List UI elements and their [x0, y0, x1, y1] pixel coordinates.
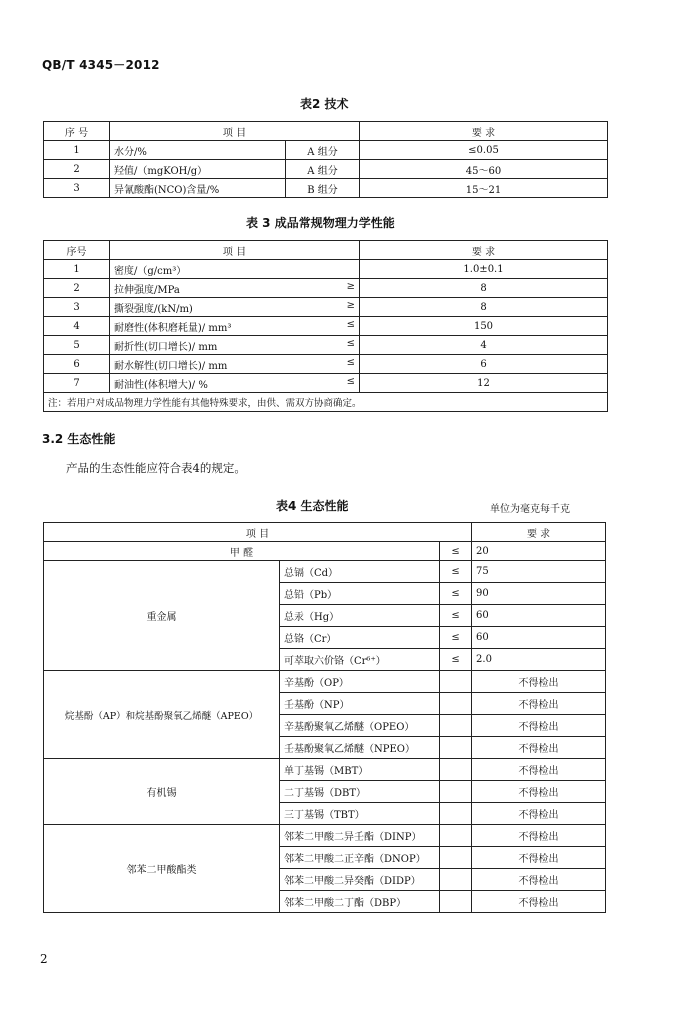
table4-header-row: [44, 523, 606, 542]
row-sign: ≤: [346, 375, 355, 387]
row-req: 不得检出: [472, 803, 606, 825]
row-no: 1: [44, 141, 110, 160]
row-item-label: 耐磨性(体积磨耗量)/ mm³: [114, 322, 232, 334]
row-item: [110, 317, 360, 336]
table2-header-no: 序 号: [44, 122, 110, 141]
row-no: 2: [44, 160, 110, 179]
table-row: [44, 542, 606, 561]
row-item-label: 耐水解性(切口增长)/ mm: [114, 360, 228, 372]
table4-header-req: 要 求: [472, 523, 606, 542]
row-item: 邻苯二甲酸二正辛酯（DNOP）: [280, 847, 440, 869]
row-no: 5: [44, 336, 110, 355]
row-sign: [440, 671, 472, 693]
row-req: 不得检出: [472, 869, 606, 891]
table-row: [44, 336, 608, 355]
row-item: 异氰酸酯(NCO)含量/%: [110, 179, 286, 198]
row-req: 90: [472, 583, 606, 605]
row-item: 壬基酚聚氧乙烯醚（NPEO）: [280, 737, 440, 759]
row-sign: [440, 891, 472, 913]
row-sign: ≤: [440, 542, 472, 561]
table3-header-item: 项 目: [110, 241, 360, 260]
table3-note: 注：若用户对成品物理力学性能有其他特殊要求，由供、需双方协商确定。: [44, 393, 608, 412]
row-no: 3: [44, 179, 110, 198]
table-row: [44, 671, 606, 693]
row-group: B 组分: [286, 179, 360, 198]
row-req: 6: [360, 355, 608, 374]
row-req: 不得检出: [472, 759, 606, 781]
table3-header-req: 要 求: [360, 241, 608, 260]
row-req: 8: [360, 279, 608, 298]
row-req: 不得检出: [472, 781, 606, 803]
row-item: [110, 355, 360, 374]
table2-header-item: 项 目: [110, 122, 360, 141]
table-row: [44, 561, 606, 583]
row-no: 3: [44, 298, 110, 317]
row-item: [110, 260, 360, 279]
row-item: 水分/%: [110, 141, 286, 160]
row-no: 7: [44, 374, 110, 393]
row-sign: [440, 869, 472, 891]
row-req: 2.0: [472, 649, 606, 671]
row-req: 12: [360, 374, 608, 393]
row-item: 辛基酚聚氧乙烯醚（OPEO）: [280, 715, 440, 737]
row-req: 不得检出: [472, 693, 606, 715]
table-row: [44, 355, 608, 374]
row-no: 4: [44, 317, 110, 336]
table-row: [44, 759, 606, 781]
table2-header-row: [44, 122, 608, 141]
row-item: 单丁基锡（MBT）: [280, 759, 440, 781]
row-req: ≤0.05: [360, 141, 608, 160]
table-row: [44, 141, 608, 160]
row-req: 20: [472, 542, 606, 561]
row-item: 邻苯二甲酸二异壬酯（DINP）: [280, 825, 440, 847]
row-item: 二丁基锡（DBT）: [280, 781, 440, 803]
row-item: 总铬（Cr）: [280, 627, 440, 649]
formaldehyde-label: 甲 醛: [44, 542, 440, 561]
row-sign: [440, 847, 472, 869]
section-title: 3.2 生态性能: [42, 432, 116, 446]
row-item: 总汞（Hg）: [280, 605, 440, 627]
group-phthalates: 邻苯二甲酸酯类: [44, 825, 280, 913]
row-no: 1: [44, 260, 110, 279]
section-text: 产品的生态性能应符合表4的规定。: [66, 461, 246, 475]
row-item: 邻苯二甲酸二丁酯（DBP）: [280, 891, 440, 913]
table-row: [44, 825, 606, 847]
row-req: 75: [472, 561, 606, 583]
table4-caption: 表4 生态性能: [276, 499, 349, 513]
row-req: 4: [360, 336, 608, 355]
row-item: [110, 336, 360, 355]
row-item-label: 撕裂强度/(kN/m): [114, 303, 193, 315]
row-item: [110, 374, 360, 393]
table-row: [44, 298, 608, 317]
row-sign: [440, 825, 472, 847]
table-row: [44, 317, 608, 336]
row-no: 2: [44, 279, 110, 298]
row-sign: [440, 715, 472, 737]
row-sign: ≤: [440, 583, 472, 605]
group-apeo: 烷基酚（AP）和烷基酚聚氧乙烯醚（APEO）: [44, 671, 280, 759]
row-sign: [440, 759, 472, 781]
table-row: [44, 179, 608, 198]
row-item: 总镉（Cd）: [280, 561, 440, 583]
row-item: 三丁基锡（TBT）: [280, 803, 440, 825]
table2-header-req: 要 求: [360, 122, 608, 141]
table3-note-row: [44, 393, 608, 412]
table2-caption: 表2 技术: [300, 97, 349, 111]
row-sign: ≤: [440, 561, 472, 583]
row-sign: ≤: [346, 356, 355, 368]
table-row: [44, 160, 608, 179]
row-req: 不得检出: [472, 891, 606, 913]
row-sign: ≤: [346, 318, 355, 330]
row-item: 邻苯二甲酸二异癸酯（DIDP）: [280, 869, 440, 891]
row-sign: [440, 781, 472, 803]
group-heavy-metals: 重金属: [44, 561, 280, 671]
table4-header-item: 项 目: [44, 523, 472, 542]
row-item-label: 耐油性(体积增大)/ %: [114, 379, 208, 391]
row-req: 8: [360, 298, 608, 317]
row-group: A 组分: [286, 141, 360, 160]
page-number: 2: [40, 952, 48, 966]
row-item: 总铅（Pb）: [280, 583, 440, 605]
row-sign: ≤: [440, 605, 472, 627]
table-row: [44, 279, 608, 298]
row-item: [110, 279, 360, 298]
row-req: 150: [360, 317, 608, 336]
row-sign: ≥: [346, 280, 355, 292]
group-organotin: 有机锡: [44, 759, 280, 825]
table-row: [44, 260, 608, 279]
row-sign: ≥: [346, 299, 355, 311]
table3-caption: 表 3 成品常规物理力学性能: [246, 216, 395, 230]
table3-header-row: [44, 241, 608, 260]
row-req: 不得检出: [472, 715, 606, 737]
table2: [43, 121, 608, 198]
row-item: 羟值/（mgKOH/g）: [110, 160, 286, 179]
table3: [43, 240, 608, 412]
row-req: 不得检出: [472, 825, 606, 847]
row-req: 60: [472, 627, 606, 649]
row-item: 辛基酚（OP）: [280, 671, 440, 693]
row-req: 不得检出: [472, 671, 606, 693]
row-item: 可萃取六价铬（Cr⁶⁺）: [280, 649, 440, 671]
table4: [43, 522, 606, 913]
row-req: 60: [472, 605, 606, 627]
row-req: 不得检出: [472, 847, 606, 869]
row-item-label: 密度/（g/cm³）: [114, 265, 187, 277]
row-sign: [440, 803, 472, 825]
row-req: 45～60: [360, 160, 608, 179]
row-item: [110, 298, 360, 317]
row-sign: ≤: [440, 627, 472, 649]
row-item-label: 耐折性(切口增长)/ mm: [114, 341, 218, 353]
table-row: [44, 374, 608, 393]
table4-unit: 单位为毫克每千克: [490, 504, 570, 515]
row-item: 壬基酚（NP）: [280, 693, 440, 715]
row-req: 1.0±0.1: [360, 260, 608, 279]
row-item-label: 拉伸强度/MPa: [114, 284, 180, 296]
row-sign: ≤: [440, 649, 472, 671]
table3-header-no: 序号: [44, 241, 110, 260]
row-req: 15～21: [360, 179, 608, 198]
standard-code: QB/T 4345－2012: [42, 58, 160, 72]
row-sign: [440, 693, 472, 715]
row-sign: [440, 737, 472, 759]
row-req: 不得检出: [472, 737, 606, 759]
row-group: A 组分: [286, 160, 360, 179]
row-no: 6: [44, 355, 110, 374]
row-sign: ≤: [346, 337, 355, 349]
